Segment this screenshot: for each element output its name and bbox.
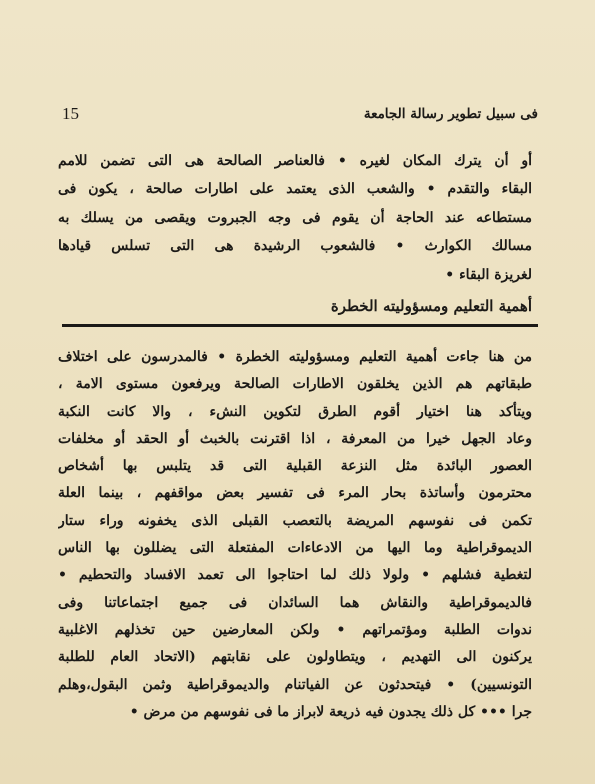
- running-title: فى سبيل تطوير رسالة الجامعة: [363, 106, 538, 122]
- text-line: وعاد الجهل خيرا من المعرفة ، اذا اقترنت بالخبث أو الحقد أو مخلفات: [58, 430, 532, 447]
- text-line: التونسيين) • فيتحدثون عن الفياتنام والديموقراطية وثمن البقول،وهلم: [58, 676, 532, 693]
- text-line: لغريزة البقاء •: [445, 266, 532, 283]
- text-line: تكمن فى نفوسهم المريضة بالتعصب القبلى الذى يخفونه وراء ستار: [58, 512, 532, 529]
- text-line: لتغطية فشلهم • ولولا ذلك لما احتاجوا الى تعمد الافساد والتحطيم •: [58, 567, 532, 584]
- paragraph-section-body: [58, 344, 532, 726]
- section-heading: أهمية التعليم ومسؤوليته الخطرة: [330, 297, 532, 315]
- text-line: مستطاعه عند الحاجة أن يقوم فى وجه الجبروت ويقصى من يسلك به: [58, 209, 532, 226]
- text-line: العصور البائدة مثل النزعة القبلية التى قد يتلبس بها أشخاص: [58, 458, 532, 475]
- text-line: أو أن يترك المكان لغيره • فالعناصر الصالحة هى التى تضمن للامم: [58, 153, 532, 169]
- section-divider: [62, 324, 538, 327]
- text-line: البقاء والتقدم • والشعب الذى يعتمد على اطارات صالحة ، يكون فى: [58, 181, 532, 198]
- text-line: مسالك الكوارث • فالشعوب الرشيدة هى التى تسلس قيادها: [58, 238, 532, 255]
- text-line: ندوات الطلبة ومؤتمراتهم • ولكن المعارضين حين تخذلهم الاغلبية: [58, 621, 532, 638]
- text-line: الديموقراطية وما اليها من الادعاءات المفتعلة التى يضللون بها الناس: [58, 540, 532, 557]
- text-line: طبقاتهم هم الذين يخلقون الاطارات الصالحة ويرفعون مستوى الامة ،: [58, 376, 532, 393]
- text-line: جرا ••• كل ذلك يجدون فيه ذريعة لابراز ما فى نفوسهم من مرض •: [129, 703, 532, 720]
- page-header: [62, 102, 538, 126]
- text-line: من هنا جاءت أهمية التعليم ومسؤوليته الخطرة • فالمدرسون على اختلاف: [58, 349, 532, 365]
- text-line: فالديموقراطية والنقاش هما السائدان فى جميع اجتماعاتنا وفى: [58, 594, 532, 611]
- page-number: 15: [62, 104, 79, 123]
- paragraph-continued: [58, 147, 532, 289]
- text-line: ويتأكد هنا اختيار أقوم الطرق لتكوين النشء ، والا كانت النكبة: [58, 403, 532, 420]
- text-line: محترمون وأساتذة بحار المرء فى تفسير بعض مواقفهم ، بينما العلة: [58, 485, 532, 502]
- text-line: يركنون الى التهديم ، ويتطاولون على نقابتهم (الاتحاد العام للطلبة: [58, 649, 532, 666]
